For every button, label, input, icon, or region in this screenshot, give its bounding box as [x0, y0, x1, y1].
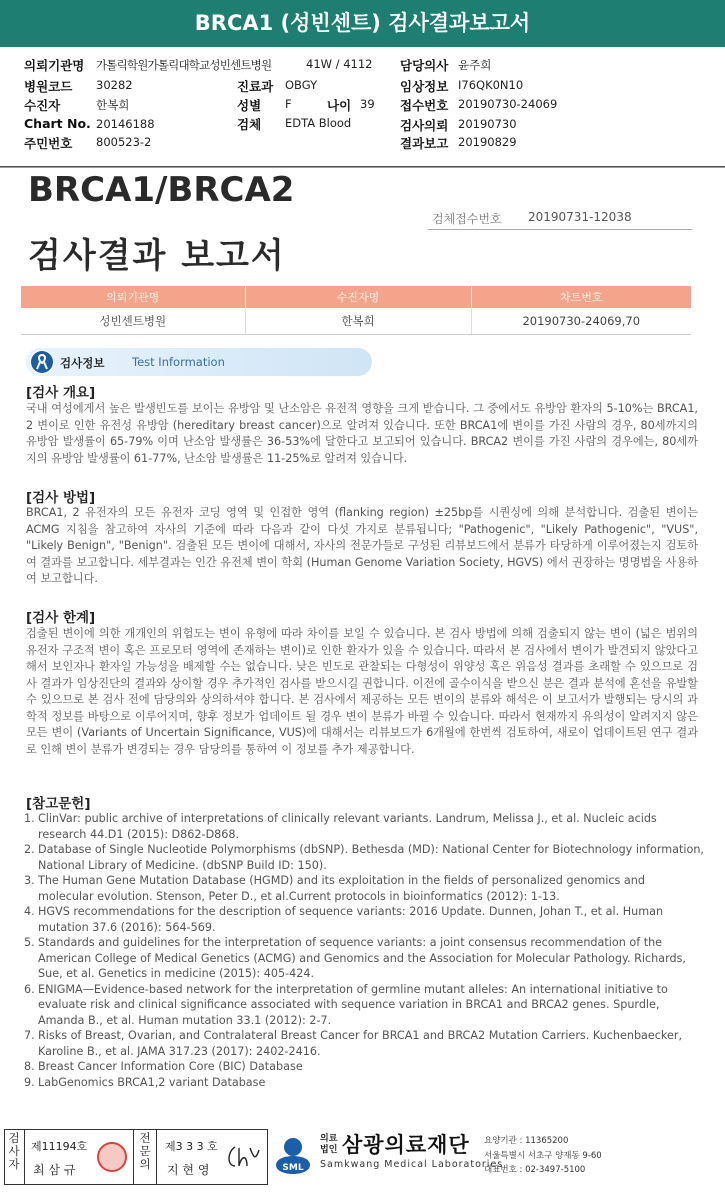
signature-icon	[225, 1142, 261, 1172]
list-item: 4. HGVS recommendations for the description of sequence variants: 2016 Update. Dunnen, Johan T., et al. Human mutation 37.6 (2016): 564-569.	[24, 905, 664, 934]
chart-no-label: Chart No.	[24, 116, 91, 131]
report-date-value: 20190829	[458, 135, 517, 149]
dept-label: 진료과	[237, 79, 274, 94]
overview-heading: [검사 개요]	[26, 385, 96, 401]
report-date-label: 결과보고	[400, 136, 449, 151]
tester-license: 제11194호	[31, 1140, 88, 1153]
age-label: 나이	[327, 98, 352, 113]
patient-value: 한복희	[96, 98, 130, 112]
doctor-label: 담당의사	[400, 58, 449, 73]
org-name: 삼광의료재단	[342, 1133, 470, 1157]
method-text: BRCA1, 2 유전자의 모든 유전자 코딩 영역 및 인접한 영역 (flanking region) ±25bp를 시퀀싱에 의해 분석합니다. 검출된 변이는 ACMG 지침을 참고하여 자사의 기준에 따라 다음과 같이 다섯 가지로 분류됩니다; "Pathogenic", "Likely Pathogenic", "VUS", "Likely Benign", "Benign". 검출된 모든 변이에 대해서, 자사의 전문가들로 구성된 리뷰보드에서 분류가 타당하게 이루어졌는지 검토하여 결과를 보고합니다. 세부결과는 인간 유전체 변이 학회 (Human Genome Variation Society, HGVS) 에서 권장하는 명명법을 사용하여 보고합니다.	[26, 506, 698, 585]
list-item: 3. The Human Gene Mutation Database (HGMD) and its exploitation in the fields of personalized genomics and molecular evolution. Stenson, Peter D., et al.Current protocols in bioinformatics (2012): 1-13.	[24, 874, 645, 903]
specimen-receipt-box	[428, 205, 692, 230]
tester-name: 최 삼 규	[33, 1163, 76, 1177]
table-header-row	[21, 286, 691, 308]
resident-no-value: 800523-2	[96, 135, 152, 149]
references-list	[24, 811, 704, 1090]
hospital-code-value: 30282	[96, 78, 133, 92]
test-info-ko: 검사정보	[60, 356, 105, 370]
patient-label: 수진자	[24, 98, 61, 113]
sml-logo-icon	[272, 1131, 314, 1183]
specimen-value: EDTA Blood	[285, 116, 352, 130]
specialist-label: 전문의	[139, 1131, 151, 1171]
table-cell: 20190730-24069,70	[471, 308, 691, 334]
test-request-label: 검사의뢰	[400, 118, 449, 133]
org-code: 요양기관 : 11365200	[484, 1136, 569, 1146]
sex-label: 성별	[237, 98, 262, 113]
age-value: 39	[360, 97, 375, 111]
footer	[0, 1128, 725, 1188]
tester-label: 검사자	[8, 1131, 20, 1171]
method-heading: [검사 방법]	[26, 490, 96, 506]
test-info-banner	[26, 348, 372, 376]
table-row	[21, 308, 691, 334]
report-title-bar: BRCA1 (성빈센트) 검사결과보고서	[0, 0, 725, 47]
table-cell: 한복희	[245, 308, 471, 334]
list-item: 8. Breast Cancer Information Core (BIC) Database	[24, 1060, 303, 1073]
clinical-info-value: I76QK0N10	[458, 78, 524, 92]
svg-text:SML: SML	[282, 1163, 304, 1173]
list-item: 1. ClinVar: public archive of interpretations of clinically relevant variants. Landrum, Melissa J., et al. Nucleic acids research 44.D1 (2015): D862-D868.	[24, 812, 657, 841]
test-request-value: 20190730	[458, 117, 517, 131]
sex-value: F	[285, 97, 292, 111]
specialist-name: 지 현 영	[167, 1163, 210, 1177]
org-type: 의료법인	[320, 1134, 338, 1155]
table-cell: 성빈센트병원	[21, 308, 245, 334]
specimen-receipt-value: 20190731-12038	[528, 210, 632, 224]
org-name-en: Samkwang Medical Laboratories	[320, 1159, 504, 1170]
table-header-cell: 의뢰기관명	[21, 286, 245, 308]
ribbon-icon	[30, 350, 54, 374]
doc-title-gene: BRCA1/BRCA2	[28, 170, 295, 210]
dept-value: OBGY	[285, 78, 318, 92]
specimen-receipt-label: 검체접수번호	[432, 212, 502, 226]
tester-seal	[97, 1142, 127, 1172]
list-item: 2. Database of Single Nucleotide Polymorphisms (dbSNP). Bethesda (MD): National Center for Biotechnology information, National Library of Medicine. (dbSNP Build ID: 150).	[24, 843, 704, 872]
test-info-en: Test Information	[132, 355, 225, 369]
limit-text: 검출된 변이에 의한 개개인의 위험도는 변이 유형에 따라 차이를 보일 수 있습니다. 본 검사 방법에 의해 검출되지 않는 변이 (넓은 범위의 유전자 구조적 변이 혹은 프로모터 영역에 존재하는 변이)로 인한 환자가 있을 수 있습니다. 따라서 본 검사에서 변이가 발견되지 않았다고 해서 보인자나 환자일 가능성을 배제할 수는 없습니다. 낮은 빈도로 관찰되는 다형성이 위양성 혹은 위음성 결과를 초래할 수 있으므로 검사 결과가 임상진단의 결과와 상이할 경우 추가적인 검사를 받으시길 권합니다. 이전에 골수이식을 받으신 분은 결과 분석에 혼선을 유발할 수 있으므로 본 검사 전에 담당의와 상의하셔야 합니다. 본 검사에서 제공하는 모든 변이의 분류와 해석은 이 보고서가 발행되는 당시의 과학적 정보를 바탕으로 이루어지며, 향후 정보가 업데이트 될 경우 변이 분류가 바뀔 수 있습니다. 따라서 현재까지 유의성이 알려지지 않은 모든 변이 (Variants of Uncertain Significance, VUS)에 대해서는 리뷰보드가 6개월에 한번씩 검토하여, 새로이 업데이트된 연구 결과로 인해 변이 분류가 변경되는 경우 담당의를 통하여 이 정보를 추가 제공합니다.	[26, 627, 698, 756]
org-phone: 대표번호 : 02-3497-5100	[484, 1165, 586, 1175]
doctor-value: 윤주희	[458, 58, 492, 72]
resident-no-label: 주민번호	[24, 136, 73, 151]
table-header-cell: 수진자명	[245, 286, 471, 308]
request-info-table	[21, 286, 691, 335]
receipt-no-label: 접수번호	[400, 98, 449, 113]
chart-no-value: 20146188	[96, 117, 155, 131]
list-item: 6. ENIGMA—Evidence-based network for the interpretation of germline mutant alleles: An international initiative to evaluate risk and clinical significance associated with sequence variation in BRCA1 and BRCA2 genes. Spurdle, Amanda B., et al. Human mutation 33.1 (2012): 2-7.	[24, 982, 668, 1027]
doc-title-report: 검사결과 보고서	[28, 236, 286, 276]
table-header-cell: 차트번호	[471, 286, 691, 308]
institution-value: 가톨릭학원가톨릭대학교성빈센트병원	[96, 58, 272, 72]
receipt-no-value: 20190730-24069	[458, 97, 558, 111]
limit-heading: [검사 한계]	[26, 610, 96, 626]
signature-box	[4, 1129, 268, 1185]
patient-header	[0, 50, 725, 165]
clinical-info-label: 임상정보	[400, 79, 449, 94]
header-divider	[0, 166, 725, 168]
references-heading: [참고문헌]	[26, 796, 91, 812]
specimen-label: 검체	[237, 117, 262, 132]
ward-value: 41W / 4112	[306, 57, 373, 71]
hospital-code-label: 병원코드	[24, 79, 73, 94]
institution-label: 의뢰기관명	[24, 58, 85, 73]
org-address: 서울특별시 서초구 양재동 9-60	[484, 1151, 602, 1161]
specialist-license: 제3 3 3 호	[165, 1140, 218, 1153]
list-item: 7. Risks of Breast, Ovarian, and Contralateral Breast Cancer for BRCA1 and BRCA2 Mutation Carriers. Kuchenbaecker, Karoline B., et al. JAMA 317.23 (2017): 2402-2416.	[24, 1029, 683, 1058]
list-item: 9. LabGenomics BRCA1,2 variant Database	[24, 1075, 266, 1089]
overview-text: 국내 여성에게서 높은 발생빈도를 보이는 유방암 및 난소암은 유전적 영향을 크게 받습니다. 그 중에서도 유방암 환자의 5-10%는 BRCA1, 2 변이로 인한 유전성 유방암 (hereditary breast cancer)으로 알려져 있습니다. 또한 BRCA1에 변이를 가진 사람의 경우, 80세까지의 유방암 발생률이 65-79% 이며 난소암 발생률은 36-53%에 달한다고 보고되어 있습니다. BRCA2 변이를 가진 사람의 경우에는, 80세까지의 유방암 발생률이 61-77%, 난소암 발생률은 11-25%로 알려져 있습니다.	[26, 402, 698, 465]
list-item: 5. Standards and guidelines for the interpretation of sequence variants: a joint consensus recommendation of the American College of Medical Genetics (ACMG) and Genomics and the Association for Molecular Pathology. Richards, Sue, et al. Genetics in medicine (2015): 405-424.	[24, 936, 686, 980]
